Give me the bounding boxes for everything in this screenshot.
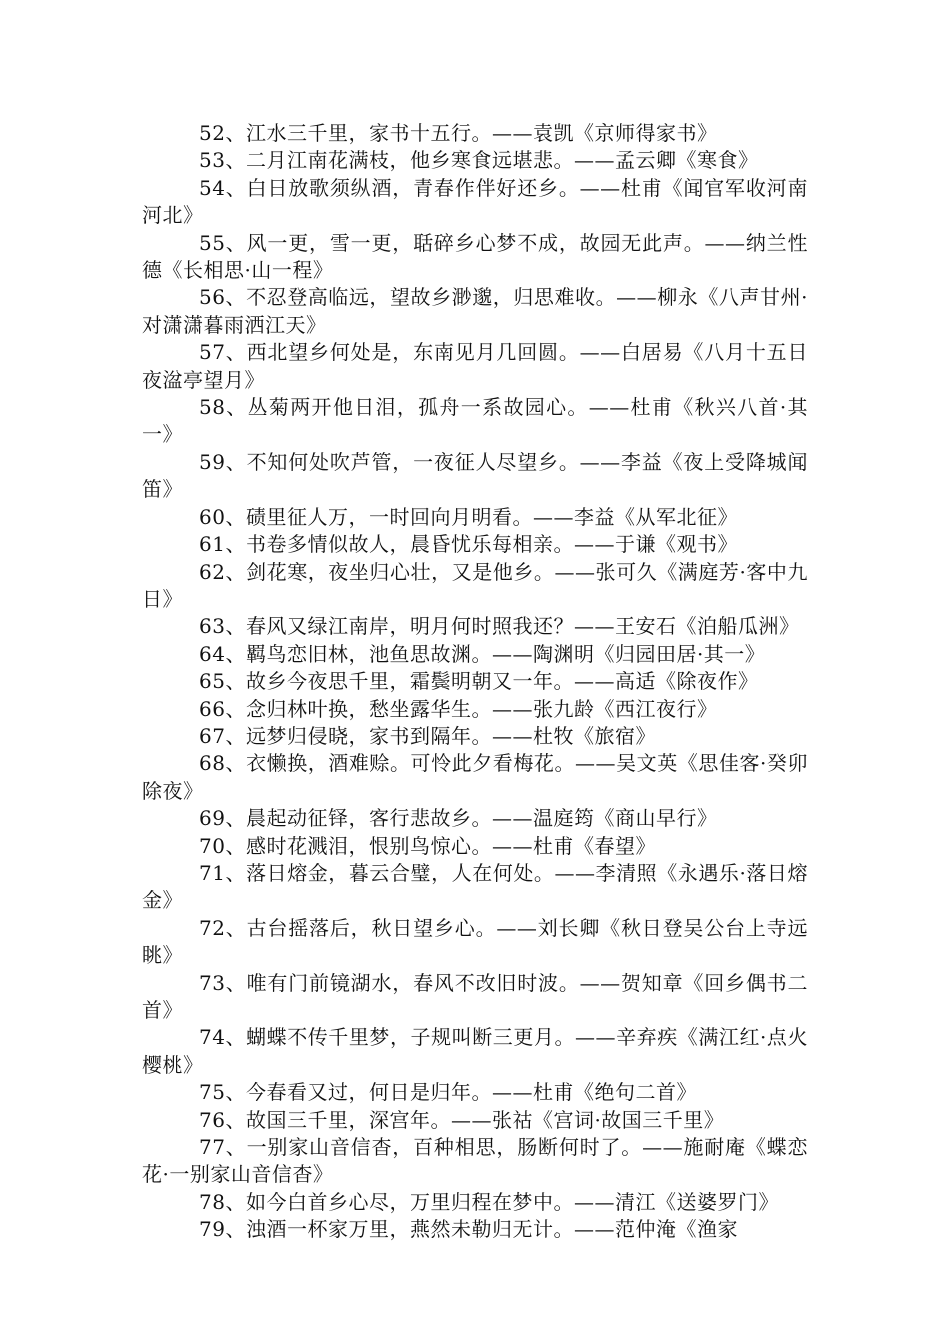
poem-line: 60、碛里征人万，一时回向月明看。——李益《从军北征》 [199,504,738,529]
poem-line: 73、唯有门前镜湖水，春风不改旧时波。——贺知章《回乡偶书二首》 [142,970,808,1022]
document-body [142,120,808,1244]
poem-line: 69、晨起动征铎，客行悲故乡。——温庭筠《商山早行》 [199,806,718,831]
poem-line: 56、不忍登高临远，望故乡渺邈，归思难收。——柳永《八声甘州·对潇潇暮雨洒江天》 [142,285,808,337]
poem-line: 58、丛菊两开他日泪，孤舟一系故园心。——杜甫《秋兴八首·其一》 [142,395,808,447]
poem-line: 52、江水三千里，家书十五行。——袁凯《京师得家书》 [199,121,718,145]
poem-line: 71、落日熔金，暮云合璧，人在何处。——李清照《永遇乐·落日熔金》 [142,860,808,913]
poem-line: 54、白日放歌须纵酒，青春作伴好还乡。——杜甫《闻官军收河南河北》 [142,175,808,228]
poem-line: 76、故国三千里，深宫年。——张祜《宫词·故国三千里》 [199,1107,725,1132]
poem-line: 64、羁鸟恋旧林，池鱼思故渊。——陶渊明《归园田居·其一》 [199,641,766,666]
poem-line: 59、不知何处吹芦管，一夜征人尽望乡。——李益《夜上受降城闻笛》 [142,449,808,502]
poem-line: 67、远梦归侵晓，家书到隔年。——杜牧《旅宿》 [199,723,656,748]
poem-line: 79、浊酒一杯家万里，燕然未勒归无计。——范仲淹《渔家 [199,1217,738,1242]
poem-line: 57、西北望乡何处是，东南见月几回圆。——白居易《八月十五日夜湓亭望月》 [142,340,808,392]
poem-line: 61、书卷多情似故人，晨昏忧乐每相亲。——于谦《观书》 [199,532,738,557]
poem-line: 65、故乡今夜思千里，霜鬓明朝又一年。——高适《除夜作》 [199,669,759,694]
poem-line: 75、今春看又过，何日是归年。——杜甫《绝句二首》 [199,1080,697,1105]
poem-line: 68、衣懒换，酒难赊。可怜此夕看梅花。——吴文英《思佳客·癸卯除夜》 [142,751,808,803]
poem-line: 74、蝴蝶不传千里梦，子规叫断三更月。——辛弃疾《满江红·点火樱桃》 [142,1025,808,1077]
poem-line: 53、二月江南花满枝，他乡寒食远堪悲。——孟云卿《寒食》 [199,148,759,173]
poem-line: 62、剑花寒，夜坐归心壮，又是他乡。——张可久《满庭芳·客中九日》 [142,559,808,611]
poem-line: 70、感时花溅泪，恨别鸟惊心。——杜甫《春望》 [199,833,656,858]
poem-line: 77、一别家山音信杳，百种相思，肠断何时了。——施耐庵《蝶恋花·一别家山音信杳》 [142,1135,808,1187]
poem-line: 55、风一更，雪一更，聒碎乡心梦不成，故园无此声。——纳兰性德《长相思·山一程》 [142,230,808,283]
poem-line: 63、春风又绿江南岸，明月何时照我还？——王安石《泊船瓜洲》 [199,614,800,639]
poem-line: 72、古台摇落后，秋日望乡心。——刘长卿《秋日登吴公台上寺远眺》 [142,915,808,968]
poem-line: 78、如今白首乡心尽，万里归程在梦中。——清江《送婆罗门》 [199,1189,779,1214]
poem-line: 66、念归林叶换，愁坐露华生。——张九龄《西江夜行》 [199,696,718,721]
